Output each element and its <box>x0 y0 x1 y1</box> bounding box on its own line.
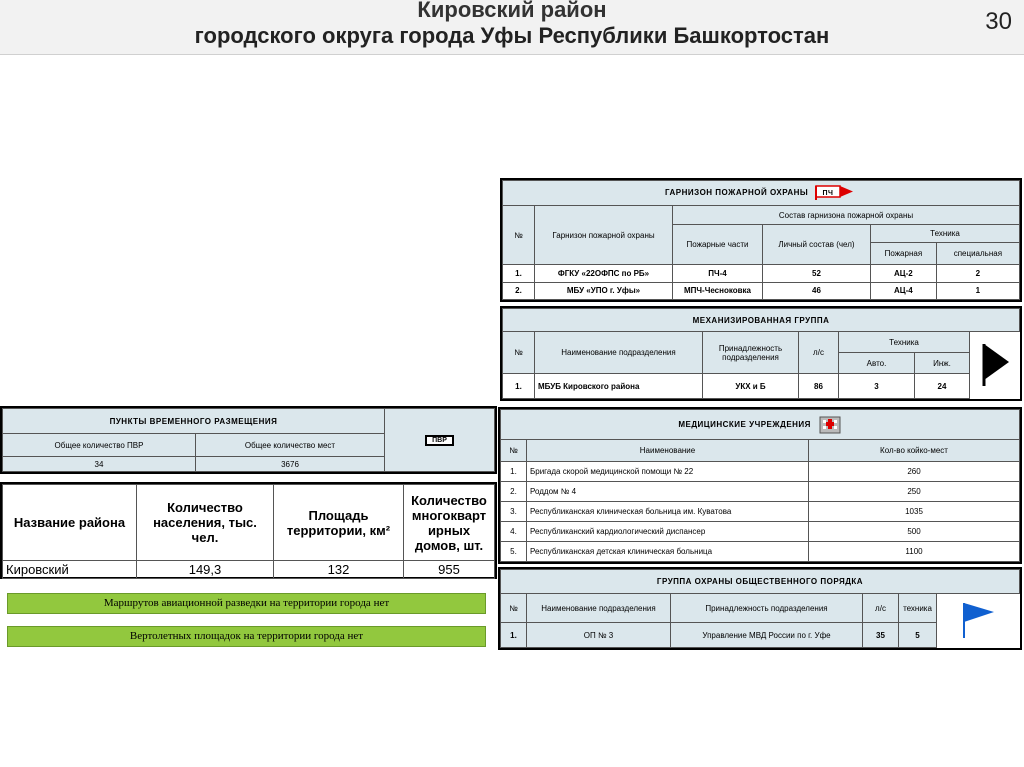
police-flag-icon <box>956 598 1000 642</box>
pvr-icon-cell <box>385 409 495 472</box>
fire-col-staff: Личный состав (чел) <box>763 225 871 265</box>
fire-col-units: Пожарные части <box>673 225 763 265</box>
mech-col-owner: Принадлежность подразделения <box>703 332 799 374</box>
order-flag-cell <box>937 594 1020 648</box>
cell: Республиканский кардиологический диспансер <box>527 522 809 542</box>
cell: УКХ и Б <box>703 374 799 399</box>
mech-col-name: Наименование подразделения <box>535 332 703 374</box>
table-row <box>3 561 495 579</box>
cell: 3. <box>501 502 527 522</box>
pvr-title: ПУНКТЫ ВРЕМЕННОГО РАЗМЕЩЕНИЯ <box>3 409 385 434</box>
medical-table <box>498 407 1022 564</box>
cell: 500 <box>809 522 1020 542</box>
pvr-table <box>0 406 497 474</box>
cell: 3 <box>839 374 915 399</box>
mech-title: МЕХАНИЗИРОВАННАЯ ГРУППА <box>503 309 1020 332</box>
mech-col-eng: Инж. <box>915 353 970 374</box>
table-row <box>501 482 1020 502</box>
district-col-houses: Количество многокварт ирных домов, шт. <box>404 485 495 561</box>
order-col-owner: Принадлежность подразделения <box>671 594 863 623</box>
order-col-staff: л/с <box>863 594 899 623</box>
medical-title <box>501 410 1020 440</box>
cell: 5 <box>899 623 937 648</box>
header <box>0 0 1024 55</box>
pvr-places: 3676 <box>196 457 385 472</box>
cell: Республиканская клиническая больница им. Куватова <box>527 502 809 522</box>
medical-col-name: Наименование <box>527 440 809 462</box>
cell: 250 <box>809 482 1020 502</box>
cell: МПЧ-Чесноковка <box>673 282 763 300</box>
page-title-line2: городского округа города Уфы Республики Башкортостан <box>194 23 830 48</box>
hospital-icon <box>818 414 842 436</box>
district-col-area: Площадь территории, км² <box>274 485 404 561</box>
medical-title-text: МЕДИЦИНСКИЕ УЧРЕЖДЕНИЯ <box>678 419 811 429</box>
fire-flag-label: ПЧ <box>822 190 834 197</box>
district-col-population: Количество населения, тыс. чел. <box>137 485 274 561</box>
cell: АЦ-2 <box>871 265 937 283</box>
fire-garrison-title <box>503 181 1020 206</box>
cell: 2. <box>503 282 535 300</box>
table-row <box>503 282 1020 300</box>
note-aviation: Маршрутов авиационной разведки на территории города нет <box>7 593 486 614</box>
fire-garrison-title-text: ГАРНИЗОН ПОЖАРНОЙ ОХРАНЫ <box>665 188 809 198</box>
district-col-name: Название района <box>3 485 137 561</box>
cell: Управление МВД России по г. Уфе <box>671 623 863 648</box>
mech-flag-icon <box>975 338 1015 390</box>
pvr-col-count: Общее количество ПВР <box>3 434 196 457</box>
public-order-table <box>498 567 1022 650</box>
order-col-no: № <box>501 594 527 623</box>
mech-col-no: № <box>503 332 535 374</box>
order-col-tech: техника <box>899 594 937 623</box>
cell: 260 <box>809 462 1020 482</box>
mech-col-staff: л/с <box>799 332 839 374</box>
pvr-col-places: Общее количество мест <box>196 434 385 457</box>
cell: ОП № 3 <box>527 623 671 648</box>
district-houses: 955 <box>404 561 495 579</box>
cell: 86 <box>799 374 839 399</box>
pvr-count: 34 <box>3 457 196 472</box>
fire-col-tech: Техника <box>871 225 1020 243</box>
cell: ФГКУ «22ОФПС по РБ» <box>535 265 673 283</box>
cell: АЦ-4 <box>871 282 937 300</box>
fire-garrison-table <box>500 178 1022 302</box>
page-title-line1: Кировский район <box>417 0 607 22</box>
cell: Роддом № 4 <box>527 482 809 502</box>
cell: 52 <box>763 265 871 283</box>
cell: 1. <box>503 265 535 283</box>
cell: 1. <box>503 374 535 399</box>
medical-col-beds: Кол-во койко-мест <box>809 440 1020 462</box>
cell: 2. <box>501 482 527 502</box>
district-population: 149,3 <box>137 561 274 579</box>
cell: Республиканская детская клиническая больница <box>527 542 809 562</box>
cell: 1 <box>936 282 1019 300</box>
cell: 1100 <box>809 542 1020 562</box>
pvr-sign-icon: ПВР <box>425 435 454 446</box>
cell: 35 <box>863 623 899 648</box>
cell: МБУ «УПО г. Уфы» <box>535 282 673 300</box>
table-row <box>503 265 1020 283</box>
district-area: 132 <box>274 561 404 579</box>
cell: 1. <box>501 462 527 482</box>
cell: 2 <box>936 265 1019 283</box>
table-row <box>501 542 1020 562</box>
medical-col-no: № <box>501 440 527 462</box>
fire-col-special: специальная <box>936 243 1019 265</box>
fire-col-fire: Пожарная <box>871 243 937 265</box>
district-table <box>0 482 497 579</box>
table-row <box>501 462 1020 482</box>
fire-station-flag-icon <box>815 184 857 202</box>
table-row <box>501 522 1020 542</box>
table-row <box>501 502 1020 522</box>
cell: 5. <box>501 542 527 562</box>
fire-col-garrison: Гарнизон пожарной охраны <box>535 206 673 265</box>
mech-col-tech: Техника <box>839 332 970 353</box>
cell: 1035 <box>809 502 1020 522</box>
note-helipads: Вертолетных площадок на территории города нет <box>7 626 486 647</box>
cell: 4. <box>501 522 527 542</box>
cell: 46 <box>763 282 871 300</box>
table-row <box>503 374 1020 399</box>
cell: 1. <box>501 623 527 648</box>
fire-col-no: № <box>503 206 535 265</box>
mechanized-group-table <box>500 306 1022 401</box>
district-name: Кировский <box>3 561 137 579</box>
mech-col-auto: Авто. <box>839 353 915 374</box>
fire-col-composition: Состав гарнизона пожарной охраны <box>673 206 1020 225</box>
mech-flag-cell <box>970 332 1020 399</box>
order-title: ГРУППА ОХРАНЫ ОБЩЕСТВЕННОГО ПОРЯДКА <box>501 570 1020 594</box>
cell: Бригада скорой медицинской помощи № 22 <box>527 462 809 482</box>
cell: ПЧ-4 <box>673 265 763 283</box>
cell: МБУБ Кировского района <box>535 374 703 399</box>
page-number: 30 <box>985 8 1012 35</box>
cell: 24 <box>915 374 970 399</box>
order-col-name: Наименование подразделения <box>527 594 671 623</box>
